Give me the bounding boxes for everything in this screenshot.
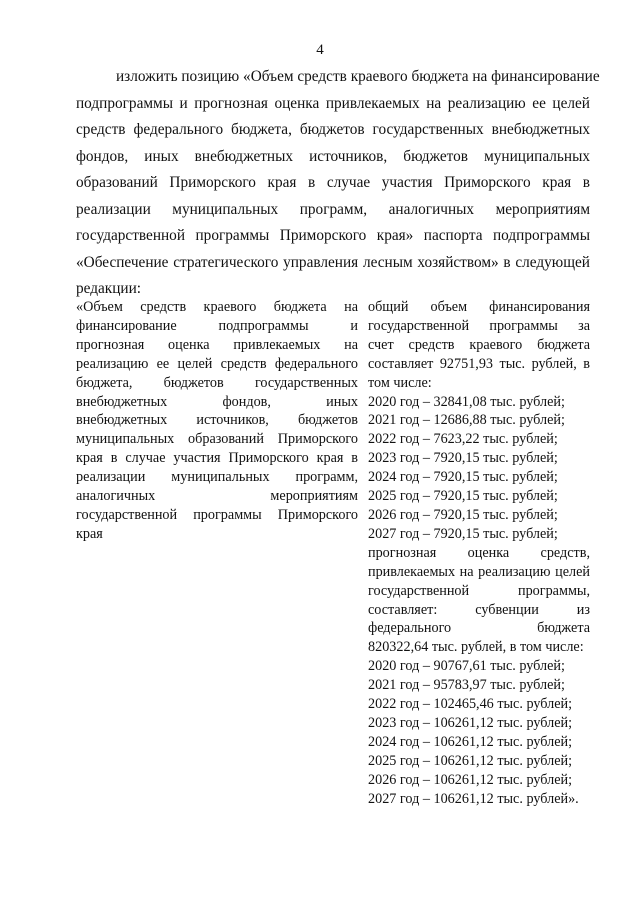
intro-line: государственной программы Приморского края» паспорта подпрограммы [76,227,590,244]
right-cell-line: 2026 год – 7920,15 тыс. рублей; [368,506,558,523]
right-cell-line: 820322,64 тыс. рублей, в том числе: [368,639,584,656]
left-cell-line: реализацию ее целей средств федерального [76,355,358,372]
intro-line: средств федерального бюджета, бюджетов государственных внебюджетных [76,121,590,138]
intro-paragraph [76,64,600,303]
table-left-cell [76,298,358,544]
left-cell-line: финансирование подпрограммы и [76,317,358,334]
table-right-cell [368,298,590,808]
right-cell-line: федерального бюджета [368,620,590,637]
right-cell-line: составляет 92751,93 тыс. рублей, в [368,355,590,372]
intro-line: образований Приморского края в случае участия Приморского края в [76,174,590,191]
left-cell-line: края в случае участия Приморского края в [76,450,358,467]
right-cell-line: 2023 год – 106261,12 тыс. рублей; [368,714,573,731]
right-cell-line: 2026 год – 106261,12 тыс. рублей; [368,771,573,788]
intro-line: реализации муниципальных программ, аналогичных мероприятиям [76,200,590,218]
right-cell-line: 2024 год – 7920,15 тыс. рублей; [368,469,558,486]
right-cell-line: 2025 год – 106261,12 тыс. рублей; [368,752,573,769]
right-cell-line: 2022 год – 7623,22 тыс. рублей; [368,431,558,448]
left-cell-line: прогнозная оценка привлекаемых на [76,336,358,353]
right-cell-line: 2021 год – 12686,88 тыс. рублей; [368,412,565,429]
right-cell-line: 2020 год – 90767,61 тыс. рублей; [368,658,565,675]
left-cell-line: края [76,525,103,542]
left-cell-line: бюджета, бюджетов государственных [76,374,358,391]
intro-line: изложить позицию «Объем средств краевого бюджета на финансирование [116,68,600,85]
right-cell-line: 2023 год – 7920,15 тыс. рублей; [368,450,558,467]
right-cell-line: государственной программы за [368,317,590,334]
right-cell-line: счет средств краевого бюджета [368,336,590,353]
left-cell-line: аналогичных мероприятиям [76,488,358,505]
right-cell-line: 2027 год – 7920,15 тыс. рублей; [368,525,558,542]
right-cell-line: прогнозная оценка средств, [368,544,590,561]
left-cell-line: государственной программы Приморского [76,506,358,523]
left-cell-line: внебюджетных фондов, иных [76,393,358,410]
right-cell-line: 2021 год – 95783,97 тыс. рублей; [368,677,565,694]
left-cell-line: «Объем средств краевого бюджета на [76,299,358,315]
right-cell-line: государственной программы, [368,582,590,599]
intro-line: редакции: [76,280,142,297]
intro-line: «Обеспечение стратегического управления лесным хозяйством» в следующей [76,253,590,271]
right-cell-line: привлекаемых на реализацию целей [368,563,590,580]
left-cell-line: реализации муниципальных программ, [76,469,358,486]
right-cell-line: 2020 год – 32841,08 тыс. рублей; [368,393,565,410]
right-cell-line: 2025 год – 7920,15 тыс. рублей; [368,488,558,505]
page-number: 4 [316,42,324,58]
right-cell-line: 2022 год – 102465,46 тыс. рублей; [368,696,573,713]
intro-line: фондов, иных внебюджетных источников, бюджетов муниципальных [76,147,590,165]
left-cell-line: внебюджетных источников, бюджетов [76,412,358,429]
right-cell-line: составляет: субвенции из [368,601,590,618]
right-cell-line: 2024 год – 106261,12 тыс. рублей; [368,733,573,750]
intro-line: подпрограммы и прогнозная оценка привлекаемых на реализацию ее целей [76,94,590,112]
left-cell-line: муниципальных образований Приморского [76,431,358,448]
right-cell-line: 2027 год – 106261,12 тыс. рублей». [368,790,579,807]
right-cell-line: общий объем финансирования [368,299,590,315]
right-cell-line: том числе: [368,374,432,391]
